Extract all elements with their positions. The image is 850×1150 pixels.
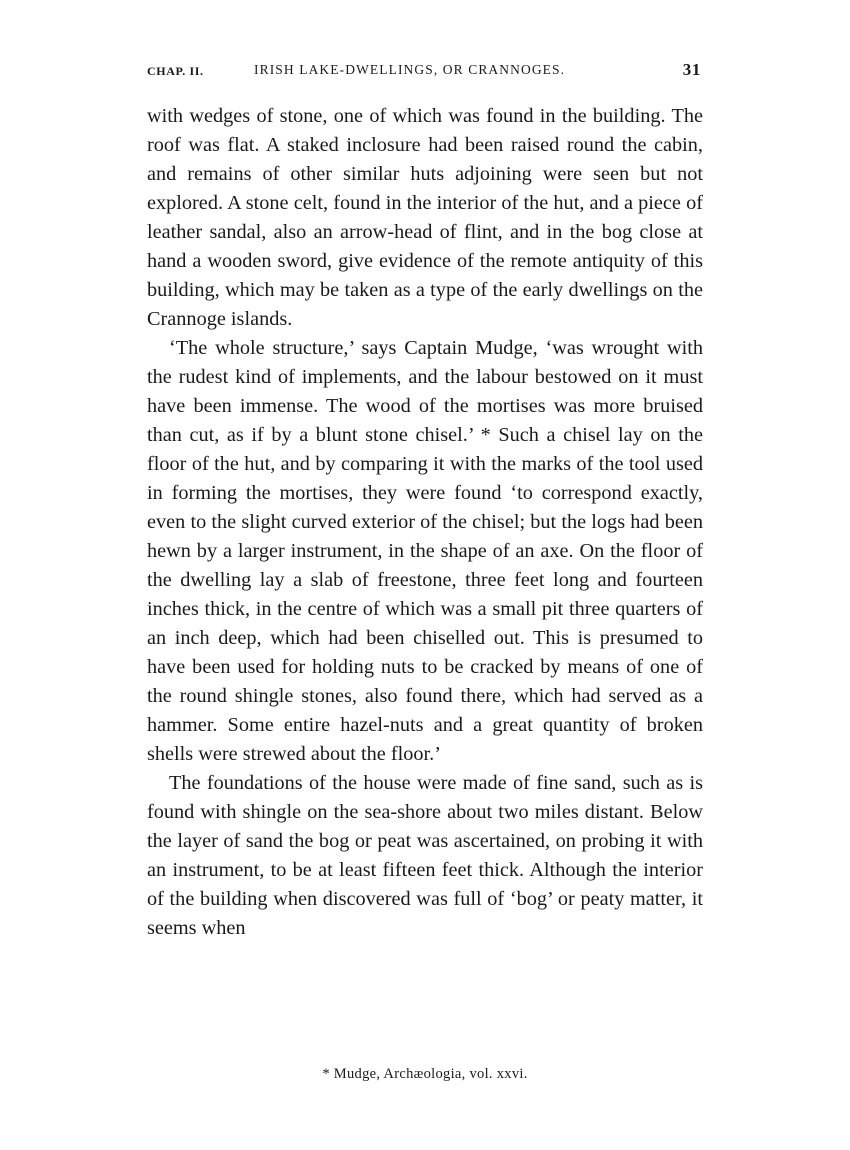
running-head bbox=[147, 58, 703, 84]
page-number: 31 bbox=[682, 60, 701, 79]
book-page bbox=[147, 58, 703, 1082]
paragraph-3: The foundations of the house were made of fine sand, such as is found with shingle on the sea-shore about two miles distant. Below the layer of sand the bog or peat was ascertained, on probing it with an instrument, to be at least fifteen feet thick. Although the interior of the building when discovered was full of ‘bog’ or peaty matter, it seems when bbox=[147, 772, 703, 939]
body-text bbox=[147, 102, 703, 943]
footnote: * Mudge, Archæologia, vol. xxvi. bbox=[322, 1066, 528, 1082]
paragraph-2: ‘The whole structure,’ says Captain Mudge, ‘was wrought with the rudest kind of implements, and the labour bestowed on it must have been immense. The wood of the mortises was more bruised than cut, as if by a blunt stone chisel.’ * Such a chisel lay on the floor of the hut, and by comparing it with the marks of the tool used in forming the mortises, they were found ‘to correspond exactly, even to the slight curved exterior of the chisel; but the logs had been hewn by a larger instrument, in the shape of an axe. On the floor of the dwelling lay a slab of freestone, three feet long and fourteen inches thick, in the centre of which was a small pit three quarters of an inch deep, which had been chiselled out. This is presumed to have been used for holding nuts to be cracked by means of one of the round shingle stones, also found there, which had served as a hammer. Some entire hazel-nuts and a great quantity of broken shells were strewed about the floor.’ bbox=[147, 337, 703, 765]
chapter-label: CHAP. II. bbox=[147, 64, 204, 78]
running-title: IRISH LAKE-DWELLINGS, OR CRANNOGES. bbox=[254, 62, 566, 77]
paragraph-1: with wedges of stone, one of which was found in the building. The roof was flat. A staked inclosure had been raised round the cabin, and remains of other similar huts adjoining were seen but not explored. A stone celt, found in the interior of the hut, and a piece of leather sandal, also an arrow-head of flint, and in the bog close at hand a wooden sword, give evidence of the remote antiquity of this building, which may be taken as a type of the early dwellings on the Crannoge islands. bbox=[147, 105, 703, 330]
